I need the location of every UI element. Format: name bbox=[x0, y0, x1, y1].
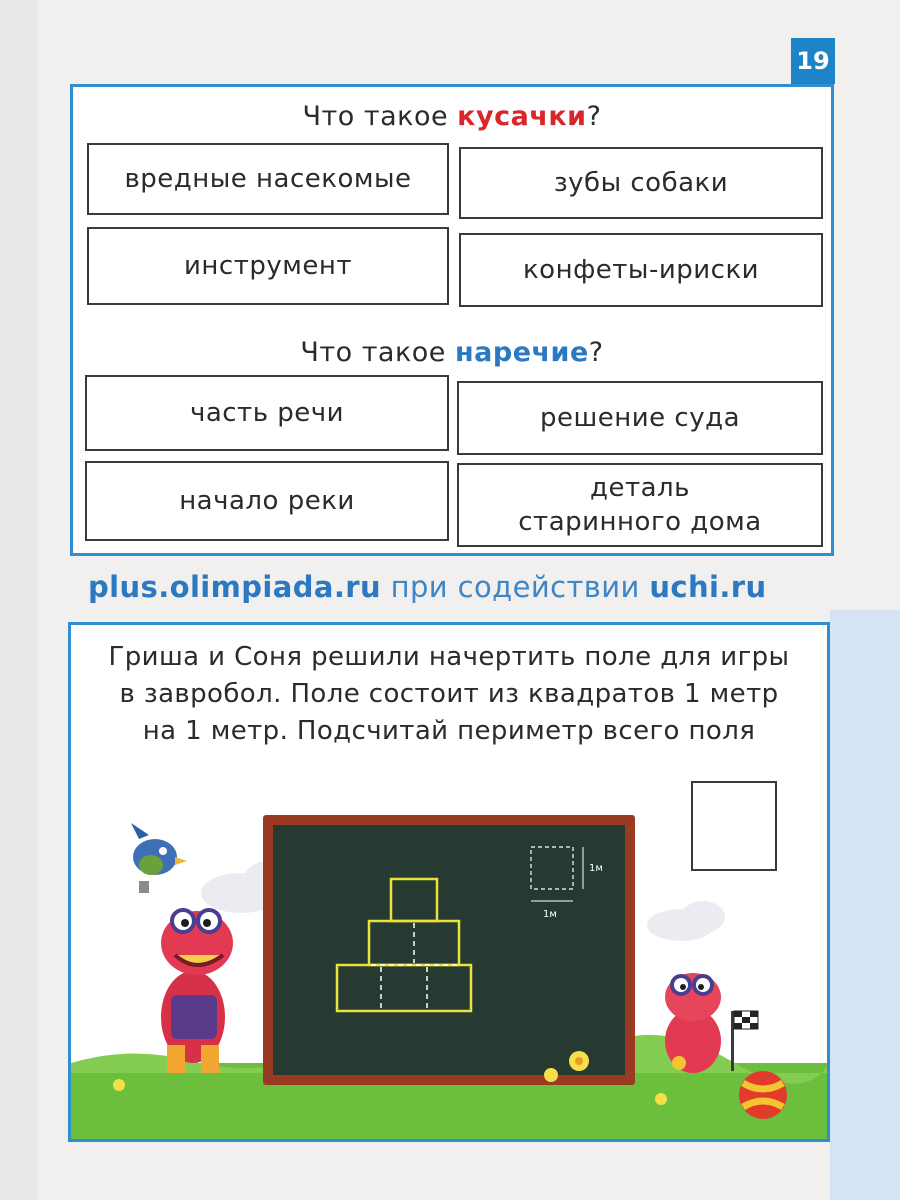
scale-label-horizontal: 1м bbox=[543, 909, 557, 920]
question-prefix: Что такое bbox=[302, 101, 458, 132]
dino-character-right bbox=[665, 973, 758, 1073]
decorative-band bbox=[830, 610, 900, 1200]
answer-option[interactable]: инструмент bbox=[87, 227, 449, 305]
task-line: на 1 метр. Подсчитай периметр всего поля bbox=[142, 716, 756, 746]
question-suffix: ? bbox=[586, 101, 602, 132]
illustration bbox=[71, 625, 830, 1142]
answer-option[interactable]: конфеты-ириски bbox=[459, 233, 823, 307]
scale-label-vertical: 1м bbox=[589, 863, 603, 874]
question-prefix: Что такое bbox=[300, 337, 455, 368]
sponsor-line bbox=[88, 570, 767, 604]
ball-illustration bbox=[739, 1071, 787, 1119]
answer-option[interactable]: вредные насекомые bbox=[87, 143, 449, 215]
task-line: в завробол. Поле состоит из квадратов 1 метр bbox=[119, 679, 779, 709]
task-line: Гриша и Соня решили начертить поле для игры bbox=[108, 642, 790, 672]
chalkboard bbox=[263, 815, 635, 1085]
answer-option[interactable]: зубы собаки bbox=[459, 147, 823, 219]
question-keyword: кусачки bbox=[457, 101, 587, 132]
bird-illustration bbox=[131, 823, 187, 893]
answer-option[interactable]: начало реки bbox=[85, 461, 449, 541]
dino-character-left bbox=[161, 910, 233, 1073]
site-link-uchi[interactable]: uchi.ru bbox=[649, 570, 767, 604]
question-keyword: наречие bbox=[455, 337, 589, 368]
task-panel bbox=[68, 622, 830, 1142]
answer-option[interactable]: часть речи bbox=[85, 375, 449, 451]
site-link-olimpiada[interactable]: plus.olimpiada.ru bbox=[88, 570, 382, 604]
page-number: 19 bbox=[791, 38, 835, 84]
question-narechie bbox=[73, 337, 831, 368]
page-shadow bbox=[0, 0, 38, 1200]
question-kusachki bbox=[73, 101, 831, 132]
question-suffix: ? bbox=[588, 337, 604, 368]
sponsor-text: при содействии bbox=[390, 570, 640, 604]
answer-option[interactable]: деталь старинного дома bbox=[457, 463, 823, 547]
quiz-panel bbox=[70, 84, 834, 556]
answer-input-box[interactable] bbox=[691, 781, 777, 871]
answer-option[interactable]: решение суда bbox=[457, 381, 823, 455]
